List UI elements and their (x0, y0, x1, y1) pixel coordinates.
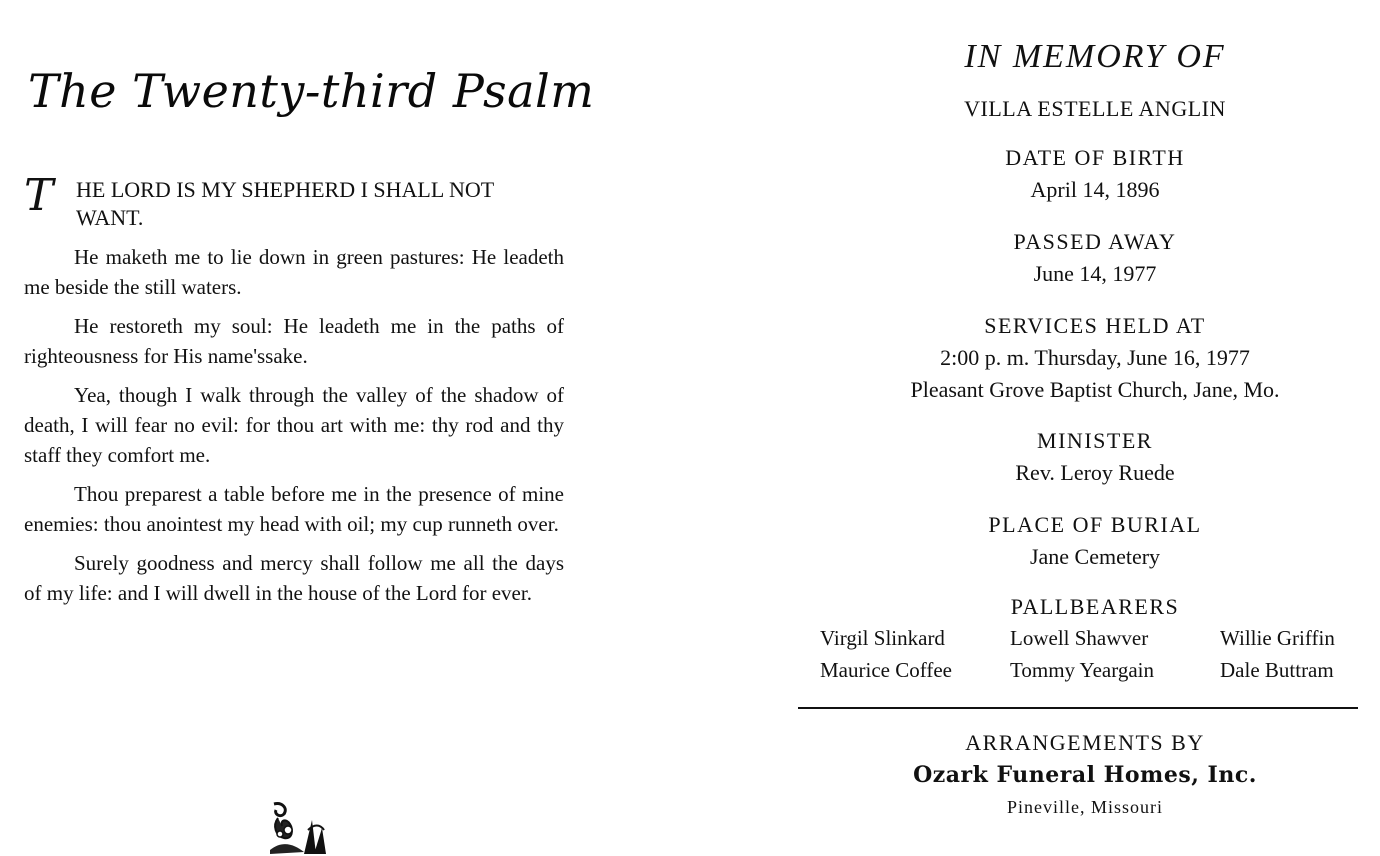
funeral-home-city: Pineville, Missouri (1006, 797, 1163, 817)
pallbearers-list (820, 622, 1380, 686)
birth-label: DATE OF BIRTH (1005, 145, 1185, 170)
divider-rule (798, 707, 1358, 709)
pallbearers-label: PALLBEARERS (1010, 594, 1180, 619)
pallbearer-name: Virgil Slinkard (820, 626, 945, 650)
pallbearer-name: Willie Griffin (1220, 626, 1335, 650)
burial-section (790, 509, 1380, 573)
arrangements-section (790, 727, 1380, 823)
pallbearers-heading-wrap (790, 591, 1380, 623)
pallbearer-name: Maurice Coffee (820, 658, 952, 682)
psalm-verse: Surely goodness and mercy shall follow me all the days of my life: and I will dwell in the house of the Lord for ever. (24, 551, 564, 605)
birth-date: April 14, 1896 (1030, 177, 1160, 202)
first-line: HE LORD IS MY SHEPHERD I SHALL NOT WANT. (76, 177, 494, 230)
arrangements-label: ARRANGEMENTS BY (965, 730, 1205, 755)
services-place: Pleasant Grove Baptist Church, Jane, Mo. (910, 377, 1280, 402)
deceased-name: VILLA ESTELLE ANGLIN (964, 96, 1226, 121)
services-time: 2:00 p. m. Thursday, June 16, 1977 (940, 345, 1250, 370)
burial-label: PLACE OF BURIAL (988, 512, 1202, 537)
death-date: June 14, 1977 (1033, 261, 1157, 286)
pallbearer-name: Dale Buttram (1220, 658, 1334, 682)
minister-label: MINISTER (1037, 428, 1153, 453)
psalm-title: The Twenty-third Psalm (28, 64, 595, 118)
psalm-first-verse (24, 170, 564, 232)
pallbearer-name: Tommy Yeargain (1010, 658, 1154, 682)
minister-section (790, 425, 1380, 489)
burial-place: Jane Cemetery (1029, 544, 1161, 569)
psalm-body (24, 170, 564, 617)
death-label: PASSED AWAY (1013, 229, 1177, 254)
birth-section (790, 142, 1380, 206)
psalm-verse: He restoreth my soul: He leadeth me in the paths of righteousness for His name'ssake. (24, 314, 564, 368)
minister-name: Rev. Leroy Ruede (1015, 460, 1175, 485)
services-label: SERVICES HELD AT (984, 313, 1206, 338)
drop-cap: T (24, 170, 54, 221)
services-section (790, 310, 1380, 406)
death-section (790, 226, 1380, 290)
memorial-heading: IN MEMORY OF (964, 38, 1226, 75)
memorial-panel (790, 0, 1380, 856)
psalm-panel (0, 0, 620, 856)
psalm-verse: He maketh me to lie down in green pastures: He leadeth me beside the still waters. (24, 245, 564, 299)
floral-ornament-icon (264, 800, 330, 856)
psalm-verse: Thou preparest a table before me in the presence of mine enemies: thou anointest my head with oil; my cup runneth over. (24, 482, 564, 536)
funeral-home-name: Ozark Funeral Homes, Inc. (913, 762, 1257, 788)
pallbearer-name: Lowell Shawver (1010, 626, 1149, 650)
psalm-verse: Yea, though I walk through the valley of the shadow of death, I will fear no evil: for thou art with me: thy rod and thy staff they comfort me. (24, 383, 564, 467)
